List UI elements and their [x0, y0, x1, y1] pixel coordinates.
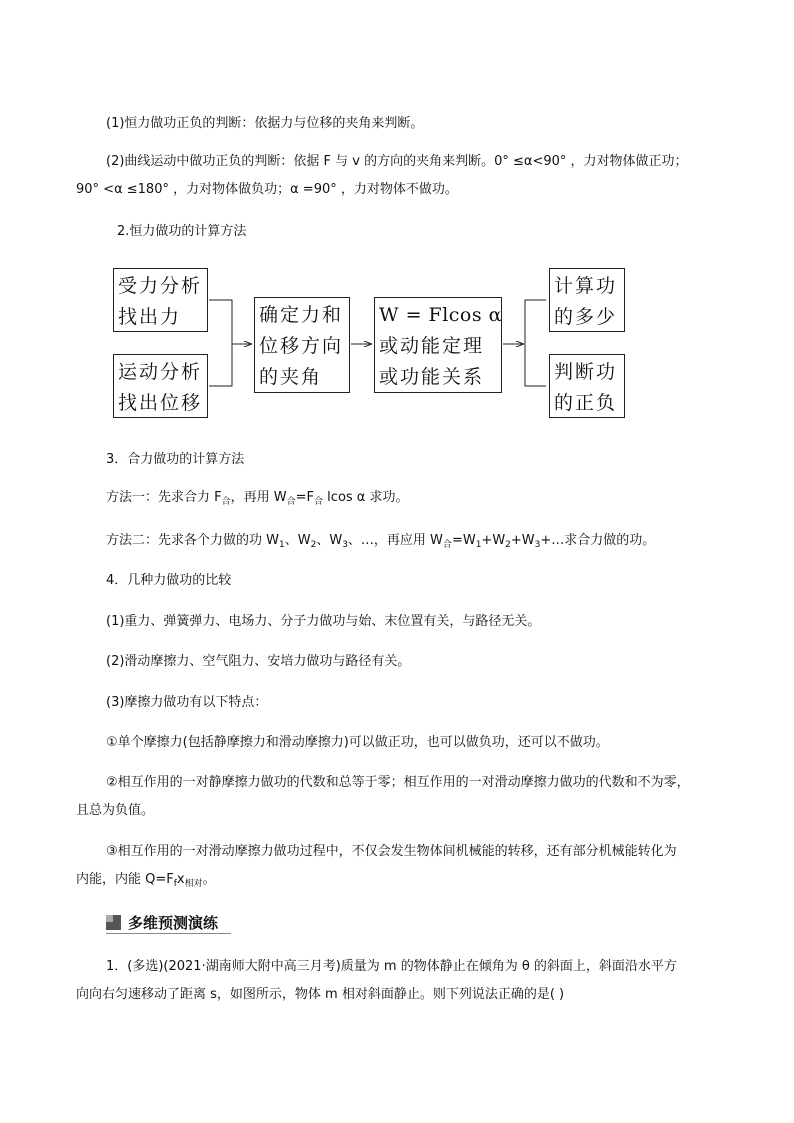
section-title: 多维预测演练: [128, 914, 219, 932]
left-bracket: [209, 300, 232, 386]
exercise-1-line-2: 向向右匀速移动了距离 s，如图所示，物体 m 相对斜面静止。则下列说法正确的是( ): [76, 987, 565, 1002]
comparison-3: (3)摩擦力做功有以下特点：: [106, 695, 268, 710]
subscript: 合: [442, 540, 452, 550]
subscript: 1: [279, 540, 285, 550]
text: 。: [202, 872, 216, 887]
right-bracket: [525, 300, 546, 386]
box-line: 位移方向: [259, 335, 344, 357]
paragraph-2-line-1: (2)曲线运动中做功正负的判断：依据 F 与 v 的方向的夹角来判断。0° ≤α<90° ，力对物体做正功；: [106, 154, 688, 169]
subscript: 3: [534, 540, 541, 550]
text: 内能，内能 Q=F: [76, 872, 174, 887]
method-2: [106, 532, 655, 554]
feature-2-line-2: 且总为负值。: [76, 803, 155, 818]
box-line: 的夹角: [259, 366, 323, 388]
text: ，再用 W: [230, 490, 287, 505]
text: 、…，再应用 W: [347, 533, 443, 548]
text: +W: [510, 533, 535, 548]
comparison-1: (1)重力、弹簧弹力、电场力、分子力做功与始、末位置有关，与路径无关。: [106, 614, 541, 629]
feature-1: ①单个摩擦力(包括静摩擦力和滑动摩擦力)可以做正功，也可以做负功，还可以不做功。: [106, 735, 609, 750]
text: 、W: [316, 533, 343, 548]
text: 方法二：先求各个力做的功 W: [106, 533, 279, 548]
box-line: 或动能定理: [379, 335, 485, 357]
subscript: 3: [342, 540, 348, 550]
box-line: 的多少: [554, 306, 618, 328]
heading-3: 3．合力做功的计算方法: [106, 452, 245, 467]
text: =F: [295, 490, 315, 505]
text: =W: [451, 533, 476, 548]
paragraph-1: (1)恒力做功正负的判断：依据力与位移的夹角来判断。: [106, 116, 424, 131]
paragraph-2-line-2: 90° <α ≤180° ，力对物体做负功；α =90° ，力对物体不做功。: [76, 182, 458, 197]
method-1: [106, 489, 409, 511]
heading-2: 2.恒力做功的计算方法: [117, 224, 247, 239]
box-line: 判断功: [554, 361, 618, 383]
text: +…求合力做的功。: [540, 533, 656, 548]
subscript: 相对: [184, 879, 203, 889]
comparison-2: (2)滑动摩擦力、空气阻力、安培力做功与路径有关。: [106, 654, 411, 669]
feature-3-line-2: [76, 871, 216, 893]
text: lcos α 求功。: [323, 490, 409, 505]
box-line: 受力分析: [118, 275, 203, 297]
box-line: 计算功: [554, 275, 618, 297]
box-line: 找出力: [118, 306, 182, 328]
subscript: 2: [310, 540, 317, 550]
box-line: 的正负: [554, 392, 618, 414]
subscript: 2: [505, 540, 511, 550]
box-line: 运动分析: [118, 361, 203, 383]
text: x: [176, 872, 185, 887]
formula-line: W = Flcos α: [379, 304, 502, 326]
text: 方法一：先求合力 F: [106, 490, 222, 505]
box-line: 确定力和: [259, 304, 344, 326]
text: +W: [481, 533, 506, 548]
feature-2-line-1: ②相互作用的一对静摩擦力做功的代数和总等于零；相互作用的一对滑动摩擦力做功的代数和不为零，: [106, 775, 690, 790]
subscript: 合: [286, 497, 296, 507]
subscript: 合: [221, 497, 231, 507]
subscript: 1: [475, 540, 482, 550]
subscript: f: [173, 879, 177, 889]
exercise-1-line-1: 1．(多选)(2021·湖南师大附中高三月考)质量为 m 的物体静止在倾角为 θ 的斜面上，斜面沿水平方: [106, 959, 677, 974]
subscript: 合: [314, 497, 324, 507]
box-line: 或功能关系: [379, 366, 485, 388]
text: 、W: [284, 533, 311, 548]
section-underline: [106, 933, 231, 934]
heading-4: 4．几种力做功的比较: [106, 573, 232, 588]
feature-3-line-1: ③相互作用的一对滑动摩擦力做功过程中，不仅会发生物体间机械能的转移，还有部分机械能转化为: [106, 844, 677, 859]
box-line: 找出位移: [118, 392, 203, 414]
square-bullet-icon: [106, 915, 121, 930]
